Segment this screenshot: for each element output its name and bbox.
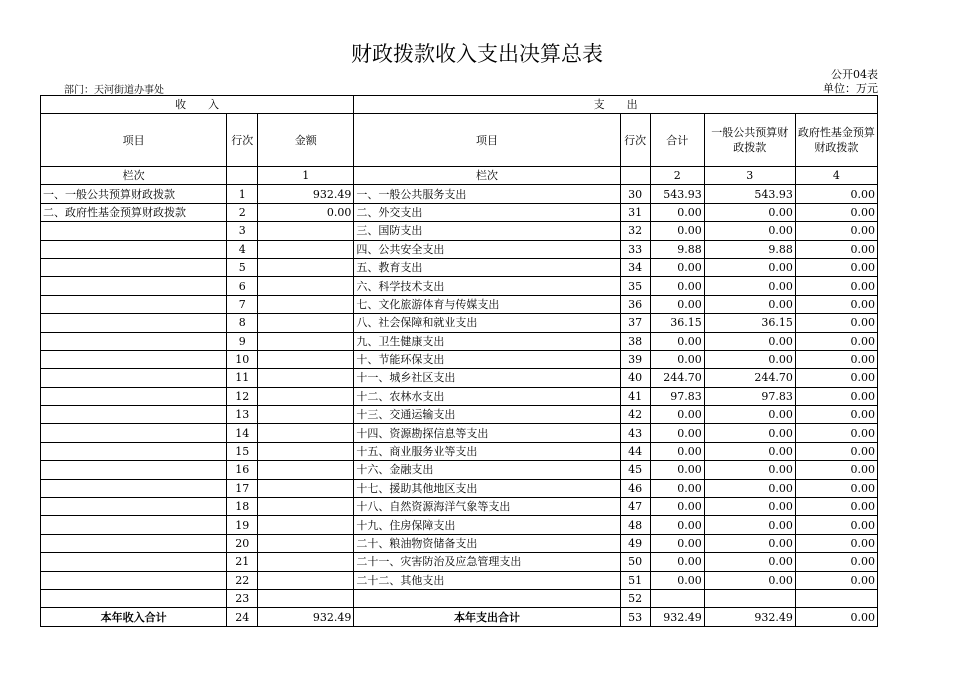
income-amount-cell (258, 240, 354, 258)
expense-line-cell: 38 (620, 332, 650, 350)
expense-total-cell: 0.00 (650, 534, 704, 552)
table-row (41, 277, 878, 295)
expense-item-cell: 十、节能环保支出 (354, 350, 620, 368)
expense-item-cell: 十四、资源勘探信息等支出 (354, 424, 620, 442)
income-item-cell: 一、一般公共预算财政拨款 (41, 185, 227, 203)
expense-total-cell: 36.15 (650, 314, 704, 332)
general-budget-amount-cell: 0.00 (704, 516, 795, 534)
expense-total-cell: 0.00 (650, 571, 704, 589)
income-amount-cell (258, 258, 354, 276)
report-title: 财政拨款收入支出决算总表 (351, 42, 603, 66)
income-line-cell: 15 (227, 442, 258, 460)
income-line-cell: 13 (227, 406, 258, 424)
expense-item-cell: 八、社会保障和就业支出 (354, 314, 620, 332)
expense-item-cell: 二十一、灾害防治及应急管理支出 (354, 553, 620, 571)
table-row (41, 406, 878, 424)
col-number-4: 4 (795, 167, 877, 185)
expense-item-cell: 五、教育支出 (354, 258, 620, 276)
income-amount-cell (258, 369, 354, 387)
expense-total-cell: 0.00 (650, 424, 704, 442)
expense-item-cell: 十五、商业服务业等支出 (354, 442, 620, 460)
income-item-cell (41, 277, 227, 295)
income-item-cell (41, 387, 227, 405)
expense-total-cell: 0.00 (650, 479, 704, 497)
expense-line-cell: 44 (620, 442, 650, 460)
income-amount-cell (258, 461, 354, 479)
income-item-cell (41, 442, 227, 460)
income-item-cell (41, 534, 227, 552)
table-row (41, 498, 878, 516)
expense-total-cell: 0.00 (650, 553, 704, 571)
income-total-label: 本年收入合计 (41, 608, 227, 626)
expense-section-header: 支 出 (354, 96, 878, 114)
gov-fund-amount-cell: 0.00 (795, 516, 877, 534)
income-amount-cell (258, 589, 354, 607)
expense-line-cell: 37 (620, 314, 650, 332)
total-header: 合计 (650, 114, 704, 167)
gov-fund-amount-cell: 0.00 (795, 387, 877, 405)
expense-total-cell: 9.88 (650, 240, 704, 258)
table-row (41, 534, 878, 552)
expense-item-cell: 四、公共安全支出 (354, 240, 620, 258)
table-row (41, 203, 878, 221)
expense-total-cell: 244.70 (650, 369, 704, 387)
income-line-cell: 12 (227, 387, 258, 405)
gov-fund-amount-cell: 0.00 (795, 350, 877, 368)
expense-item-cell: 十三、交通运输支出 (354, 406, 620, 424)
general-budget-amount-cell: 0.00 (704, 406, 795, 424)
income-line-cell: 22 (227, 571, 258, 589)
income-item-cell (41, 369, 227, 387)
table-row (41, 240, 878, 258)
general-budget-amount-cell: 97.83 (704, 387, 795, 405)
expense-line-cell: 51 (620, 571, 650, 589)
general-budget-header: 一般公共预算财政拨款 (704, 114, 795, 167)
gov-fund-amount-cell: 0.00 (795, 185, 877, 203)
income-line-cell: 18 (227, 498, 258, 516)
expense-line-cell: 48 (620, 516, 650, 534)
general-budget-amount-cell: 0.00 (704, 203, 795, 221)
gov-fund-amount-cell: 0.00 (795, 498, 877, 516)
form-number: 公开04表 (831, 68, 878, 81)
income-line-cell: 2 (227, 203, 258, 221)
income-amount-cell (258, 277, 354, 295)
income-line-cell: 19 (227, 516, 258, 534)
income-line-cell: 7 (227, 295, 258, 313)
expense-item-cell: 七、文化旅游体育与传媒支出 (354, 295, 620, 313)
gov-fund-header: 政府性基金预算财政拨款 (795, 114, 877, 167)
gov-fund-amount-cell: 0.00 (795, 571, 877, 589)
table-row (41, 461, 878, 479)
income-line-cell: 3 (227, 222, 258, 240)
income-item-cell (41, 240, 227, 258)
expense-line-cell: 36 (620, 295, 650, 313)
income-amount-cell (258, 516, 354, 534)
table-row (41, 424, 878, 442)
expense-line-cell: 52 (620, 589, 650, 607)
income-line-cell: 21 (227, 553, 258, 571)
table-row (41, 295, 878, 313)
income-amount-header: 金额 (258, 114, 354, 167)
income-amount-cell: 0.00 (258, 203, 354, 221)
income-item-cell (41, 222, 227, 240)
gov-fund-amount-cell: 0.00 (795, 553, 877, 571)
income-amount-cell (258, 442, 354, 460)
gov-fund-amount-cell: 0.00 (795, 424, 877, 442)
expense-total-amount: 932.49 (650, 608, 704, 626)
expense-line-cell: 31 (620, 203, 650, 221)
expense-item-cell: 十一、城乡社区支出 (354, 369, 620, 387)
expense-total-general: 932.49 (704, 608, 795, 626)
general-budget-amount-cell: 0.00 (704, 442, 795, 460)
general-budget-amount-cell: 36.15 (704, 314, 795, 332)
general-budget-amount-cell: 0.00 (704, 295, 795, 313)
expense-item-cell (354, 589, 620, 607)
department-label: 部门：天河街道办事处 (64, 85, 164, 96)
income-amount-cell (258, 295, 354, 313)
income-item-cell (41, 295, 227, 313)
expense-item-cell: 十六、金融支出 (354, 461, 620, 479)
expense-item-cell: 二十、粮油物资储备支出 (354, 534, 620, 552)
gov-fund-amount-cell: 0.00 (795, 258, 877, 276)
table-row (41, 332, 878, 350)
expense-total-cell: 0.00 (650, 350, 704, 368)
table-row (41, 387, 878, 405)
expense-line-cell: 42 (620, 406, 650, 424)
gov-fund-amount-cell: 0.00 (795, 295, 877, 313)
expense-line-cell: 45 (620, 461, 650, 479)
gov-fund-amount-cell: 0.00 (795, 442, 877, 460)
expense-line-cell: 46 (620, 479, 650, 497)
income-total-amount: 932.49 (258, 608, 354, 626)
expense-line-cell: 43 (620, 424, 650, 442)
income-line-cell: 11 (227, 369, 258, 387)
income-amount-cell (258, 314, 354, 332)
expense-line-cell: 35 (620, 277, 650, 295)
expense-item-cell: 十九、住房保障支出 (354, 516, 620, 534)
expense-item-cell: 六、科学技术支出 (354, 277, 620, 295)
income-item-cell (41, 258, 227, 276)
income-item-header: 项目 (41, 114, 227, 167)
expense-line-cell: 41 (620, 387, 650, 405)
income-item-cell (41, 589, 227, 607)
expense-total-cell (650, 589, 704, 607)
income-amount-cell (258, 350, 354, 368)
general-budget-amount-cell: 0.00 (704, 332, 795, 350)
general-budget-amount-cell: 0.00 (704, 479, 795, 497)
income-line-cell: 10 (227, 350, 258, 368)
expense-item-header: 项目 (354, 114, 620, 167)
income-item-cell (41, 332, 227, 350)
expense-total-cell: 0.00 (650, 516, 704, 534)
income-line-cell: 8 (227, 314, 258, 332)
expense-total-cell: 0.00 (650, 258, 704, 276)
income-item-cell (41, 553, 227, 571)
income-col-label: 栏次 (41, 167, 227, 185)
expense-total-cell: 0.00 (650, 406, 704, 424)
income-amount-cell (258, 479, 354, 497)
income-line-cell: 4 (227, 240, 258, 258)
expense-line-cell: 50 (620, 553, 650, 571)
income-line-cell: 16 (227, 461, 258, 479)
table-row (41, 589, 878, 607)
gov-fund-amount-cell: 0.00 (795, 479, 877, 497)
income-line-cell: 1 (227, 185, 258, 203)
expense-total-cell: 97.83 (650, 387, 704, 405)
table-row (41, 442, 878, 460)
general-budget-amount-cell: 543.93 (704, 185, 795, 203)
expense-col-label: 栏次 (354, 167, 620, 185)
expense-item-cell: 九、卫生健康支出 (354, 332, 620, 350)
income-item-cell: 二、政府性基金预算财政拨款 (41, 203, 227, 221)
gov-fund-amount-cell: 0.00 (795, 534, 877, 552)
expense-total-cell: 0.00 (650, 461, 704, 479)
income-item-cell (41, 461, 227, 479)
expense-total-cell: 0.00 (650, 442, 704, 460)
gov-fund-amount-cell: 0.00 (795, 240, 877, 258)
income-amount-cell (258, 553, 354, 571)
income-amount-cell (258, 571, 354, 589)
general-budget-amount-cell: 9.88 (704, 240, 795, 258)
expense-item-cell: 一、一般公共服务支出 (354, 185, 620, 203)
expense-line-cell: 30 (620, 185, 650, 203)
expense-item-cell: 二十二、其他支出 (354, 571, 620, 589)
gov-fund-amount-cell: 0.00 (795, 332, 877, 350)
income-amount-cell (258, 332, 354, 350)
expense-total-cell: 0.00 (650, 332, 704, 350)
general-budget-amount-cell: 0.00 (704, 553, 795, 571)
general-budget-amount-cell: 0.00 (704, 571, 795, 589)
col-number-1: 1 (258, 167, 354, 185)
gov-fund-amount-cell: 0.00 (795, 222, 877, 240)
income-line-cell: 14 (227, 424, 258, 442)
gov-fund-amount-cell: 0.00 (795, 314, 877, 332)
table-row (41, 350, 878, 368)
col-number-2: 2 (650, 167, 704, 185)
income-item-cell (41, 406, 227, 424)
expense-line-cell: 34 (620, 258, 650, 276)
income-amount-cell (258, 424, 354, 442)
gov-fund-amount-cell: 0.00 (795, 406, 877, 424)
expense-total-cell: 0.00 (650, 277, 704, 295)
income-line-cell: 6 (227, 277, 258, 295)
income-item-cell (41, 498, 227, 516)
expense-item-cell: 十二、农林水支出 (354, 387, 620, 405)
income-section-header: 收 入 (41, 96, 354, 114)
income-item-cell (41, 516, 227, 534)
expense-total-label: 本年支出合计 (354, 608, 620, 626)
expense-line-cell: 32 (620, 222, 650, 240)
general-budget-amount-cell: 0.00 (704, 277, 795, 295)
general-budget-amount-cell: 244.70 (704, 369, 795, 387)
gov-fund-amount-cell: 0.00 (795, 203, 877, 221)
income-item-cell (41, 350, 227, 368)
income-line-cell: 9 (227, 332, 258, 350)
expense-line-header: 行次 (620, 114, 650, 167)
gov-fund-amount-cell: 0.00 (795, 369, 877, 387)
income-amount-cell (258, 534, 354, 552)
unit-label: 单位：万元 (823, 82, 878, 95)
expense-line-cell: 49 (620, 534, 650, 552)
income-item-cell (41, 314, 227, 332)
table-row (41, 185, 878, 203)
expense-total-cell: 543.93 (650, 185, 704, 203)
income-line-header: 行次 (227, 114, 258, 167)
expense-line-cell: 39 (620, 350, 650, 368)
general-budget-amount-cell: 0.00 (704, 222, 795, 240)
income-amount-cell (258, 406, 354, 424)
income-amount-cell (258, 387, 354, 405)
general-budget-amount-cell: 0.00 (704, 424, 795, 442)
income-line-cell: 17 (227, 479, 258, 497)
income-line-cell: 5 (227, 258, 258, 276)
general-budget-amount-cell (704, 589, 795, 607)
expense-total-fund: 0.00 (795, 608, 877, 626)
col-number-3: 3 (704, 167, 795, 185)
table-row (41, 571, 878, 589)
expense-total-cell: 0.00 (650, 203, 704, 221)
expense-line-cell: 33 (620, 240, 650, 258)
income-line-cell: 20 (227, 534, 258, 552)
gov-fund-amount-cell (795, 589, 877, 607)
table-row (41, 314, 878, 332)
income-amount-cell (258, 222, 354, 240)
income-item-cell (41, 479, 227, 497)
gov-fund-amount-cell: 0.00 (795, 277, 877, 295)
table-row (41, 222, 878, 240)
general-budget-amount-cell: 0.00 (704, 461, 795, 479)
table-row (41, 553, 878, 571)
income-amount-cell (258, 498, 354, 516)
table-row (41, 369, 878, 387)
expense-line-cell: 40 (620, 369, 650, 387)
expense-item-cell: 十八、自然资源海洋气象等支出 (354, 498, 620, 516)
general-budget-amount-cell: 0.00 (704, 258, 795, 276)
gov-fund-amount-cell: 0.00 (795, 461, 877, 479)
income-item-cell (41, 571, 227, 589)
expense-item-cell: 十七、援助其他地区支出 (354, 479, 620, 497)
expense-total-line: 53 (620, 608, 650, 626)
expense-line-cell: 47 (620, 498, 650, 516)
expense-total-cell: 0.00 (650, 222, 704, 240)
income-total-line: 24 (227, 608, 258, 626)
general-budget-amount-cell: 0.00 (704, 498, 795, 516)
table-row (41, 516, 878, 534)
general-budget-amount-cell: 0.00 (704, 350, 795, 368)
table-row (41, 479, 878, 497)
table-row (41, 258, 878, 276)
income-amount-cell: 932.49 (258, 185, 354, 203)
income-line-cell: 23 (227, 589, 258, 607)
income-item-cell (41, 424, 227, 442)
budget-table (40, 95, 878, 627)
expense-total-cell: 0.00 (650, 498, 704, 516)
expense-item-cell: 三、国防支出 (354, 222, 620, 240)
expense-item-cell: 二、外交支出 (354, 203, 620, 221)
general-budget-amount-cell: 0.00 (704, 534, 795, 552)
expense-total-cell: 0.00 (650, 295, 704, 313)
